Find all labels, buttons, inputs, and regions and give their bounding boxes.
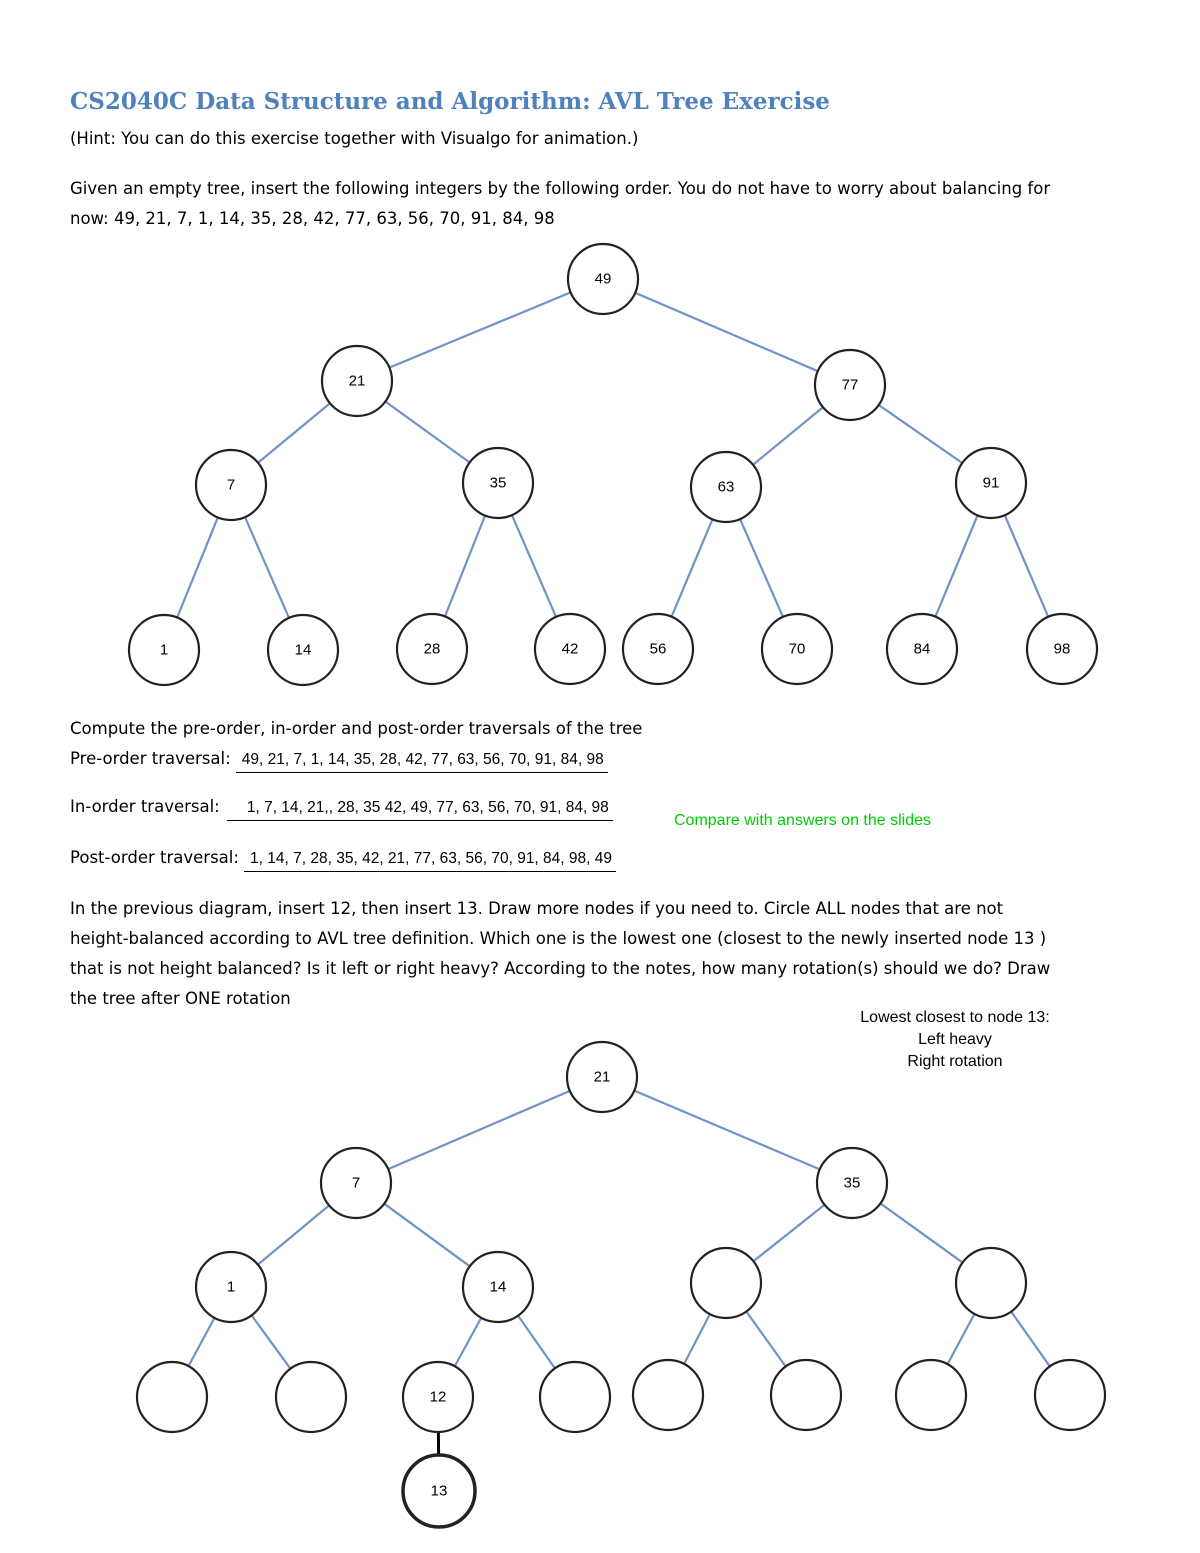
- bst-node-label: 7: [226, 476, 236, 494]
- compare-note: Compare with answers on the slides: [674, 812, 932, 829]
- avl-node-empty: [540, 1362, 610, 1432]
- avl-node-1: [196, 1252, 266, 1322]
- avl-node-label: 14: [489, 1278, 507, 1296]
- bst-node-70: [762, 614, 832, 684]
- bst-edge-n63-n56: [672, 519, 713, 616]
- avl-node-circle: [1035, 1360, 1105, 1430]
- bst-node-label: 14: [294, 641, 312, 659]
- preorder-row: [70, 744, 608, 774]
- avl-node-circle: [771, 1360, 841, 1430]
- bst-node-98: [1027, 614, 1097, 684]
- bst-node-35: [463, 448, 533, 518]
- avl-edge-m21-m35: [634, 1091, 820, 1170]
- avl-edge-m14-m12: [455, 1318, 481, 1367]
- avl-node-empty: [691, 1248, 761, 1318]
- bst-node-63: [691, 452, 761, 522]
- bst-edge-n35-n28: [445, 516, 485, 617]
- avl-edge-m7-m1: [258, 1205, 329, 1264]
- bst-node-label: 21: [348, 372, 366, 390]
- bst-node-label: 98: [1053, 640, 1071, 658]
- intro-line-1: Given an empty tree, insert the following integers by the following order. You do not have to worry about balancing for: [70, 179, 1051, 198]
- avl-node-circle: [896, 1360, 966, 1430]
- question-line-3: that is not height balanced? Is it left or right heavy? According to the notes, how many rotation(s) should we do? Draw: [70, 959, 1051, 978]
- bst-node-label: 28: [423, 640, 441, 658]
- bst-edge-n7-n14: [245, 517, 289, 618]
- avl-node-label: 13: [430, 1482, 448, 1500]
- bst-node-77: [815, 350, 885, 420]
- postorder-label: Post-order traversal:: [70, 848, 239, 867]
- postorder-row: [70, 843, 616, 873]
- avl-node-label: 7: [351, 1174, 361, 1192]
- bst-node-label: 63: [717, 478, 735, 496]
- preorder-answer: 49, 21, 7, 1, 14, 35, 28, 42, 77, 63, 56, 70, 91, 84, 98: [236, 750, 608, 773]
- avl-rotated-diagram: [0, 1020, 1200, 1553]
- bst-edge-n63-n70: [740, 519, 783, 617]
- avl-node-21: [567, 1042, 637, 1112]
- bst-node-7: [196, 450, 266, 520]
- bst-node-28: [397, 614, 467, 684]
- bst-node-label: 56: [649, 640, 667, 658]
- avl-node-empty: [137, 1362, 207, 1432]
- bst-edge-n21-n35: [385, 402, 469, 463]
- avl-edge-m14-m14r: [518, 1316, 555, 1369]
- avl-edge-m35l-m35ll: [684, 1314, 710, 1364]
- inorder-answer: 1, 7, 14, 21,, 28, 35 42, 49, 77, 63, 56, 70, 91, 84, 98: [227, 798, 613, 821]
- intro-line-2: now: 49, 21, 7, 1, 14, 35, 28, 42, 77, 63, 56, 70, 91, 84, 98: [70, 209, 555, 228]
- hint-text: (Hint: You can do this exercise together with Visualgo for animation.): [70, 129, 639, 148]
- avl-node-circle: [633, 1360, 703, 1430]
- avl-edge-m1-m1r: [252, 1315, 291, 1368]
- avl-node-circle: [276, 1362, 346, 1432]
- avl-edge-m35r-m35rr: [1011, 1312, 1050, 1367]
- bst-node-label: 84: [913, 640, 931, 658]
- avl-node-empty: [771, 1360, 841, 1430]
- avl-node-35: [817, 1148, 887, 1218]
- avl-node-circle: [691, 1248, 761, 1318]
- avl-edge-m35-m35r: [880, 1203, 962, 1262]
- bst-node-91: [956, 448, 1026, 518]
- bst-edge-n49-n77: [635, 293, 818, 371]
- question-line-4: the tree after ONE rotation: [70, 989, 291, 1008]
- preorder-label: Pre-order traversal:: [70, 749, 231, 768]
- bst-edge-n77-n63: [753, 407, 823, 465]
- avl-node-13: [403, 1455, 475, 1527]
- avl-edge-m7-m14: [384, 1204, 470, 1267]
- avl-edge-m1-m1l: [189, 1318, 215, 1366]
- avl-node-empty: [956, 1248, 1026, 1318]
- bst-diagram: [0, 0, 1200, 720]
- traversal-heading: Compute the pre-order, in-order and post-order traversals of the tree: [70, 719, 643, 738]
- bst-edge-n7-n1: [177, 517, 218, 617]
- bst-edge-n91-n98: [1005, 515, 1048, 617]
- question-line-1: In the previous diagram, insert 12, then insert 13. Draw more nodes if you need to. Circle ALL nodes that are not: [70, 899, 1004, 918]
- bst-edge-n35-n42: [512, 515, 556, 617]
- avl-node-empty: [1035, 1360, 1105, 1430]
- avl-node-12: [403, 1362, 473, 1432]
- bst-node-21: [322, 346, 392, 416]
- bst-node-84: [887, 614, 957, 684]
- avl-edge-m35r-m35rl: [948, 1314, 975, 1364]
- bst-node-1: [129, 615, 199, 685]
- avl-node-circle: [137, 1362, 207, 1432]
- avl-node-circle: [956, 1248, 1026, 1318]
- bst-node-label: 49: [594, 270, 612, 288]
- bst-node-label: 35: [489, 474, 507, 492]
- bst-node-label: 42: [561, 640, 579, 658]
- bst-node-label: 91: [982, 474, 1000, 492]
- postorder-answer: 1, 14, 7, 28, 35, 42, 21, 77, 63, 56, 70, 91, 84, 98, 49: [244, 849, 616, 872]
- avl-node-7: [321, 1148, 391, 1218]
- avl-node-label: 21: [593, 1068, 611, 1086]
- avl-edge-m35l-m35lr: [746, 1311, 785, 1366]
- bst-node-label: 1: [159, 641, 169, 659]
- bst-node-42: [535, 614, 605, 684]
- avl-node-empty: [896, 1360, 966, 1430]
- bst-node-14: [268, 615, 338, 685]
- bst-edge-n49-n21: [389, 292, 570, 367]
- bst-node-56: [623, 614, 693, 684]
- avl-node-14: [463, 1252, 533, 1322]
- avl-node-empty: [633, 1360, 703, 1430]
- bst-edge-n91-n84: [935, 515, 977, 616]
- avl-node-label: 35: [843, 1174, 861, 1192]
- page-title: CS2040C Data Structure and Algorithm: AVL Tree Exercise: [70, 88, 830, 115]
- avl-node-empty: [276, 1362, 346, 1432]
- avl-edge-m21-m7: [388, 1091, 570, 1169]
- bst-node-label: 77: [841, 376, 859, 394]
- inorder-label: In-order traversal:: [70, 797, 220, 816]
- question-line-2: height-balanced according to AVL tree definition. Which one is the lowest one (closest to the newly inserted node 13 ): [70, 929, 1047, 948]
- avl-node-circle: [540, 1362, 610, 1432]
- bst-node-label: 70: [788, 640, 806, 658]
- answer-note-line-3: Right rotation: [907, 1053, 1003, 1070]
- avl-node-label: 1: [226, 1278, 236, 1296]
- bst-edge-n21-n7: [258, 403, 330, 462]
- bst-node-49: [568, 244, 638, 314]
- inorder-row: [70, 792, 613, 822]
- bst-edge-n77-n91: [879, 405, 963, 463]
- answer-note-line-1: Lowest closest to node 13:: [860, 1009, 1050, 1026]
- avl-node-label: 12: [429, 1388, 447, 1406]
- avl-edge-m35-m35l: [753, 1205, 824, 1261]
- answer-note-line-2: Left heavy: [918, 1031, 992, 1048]
